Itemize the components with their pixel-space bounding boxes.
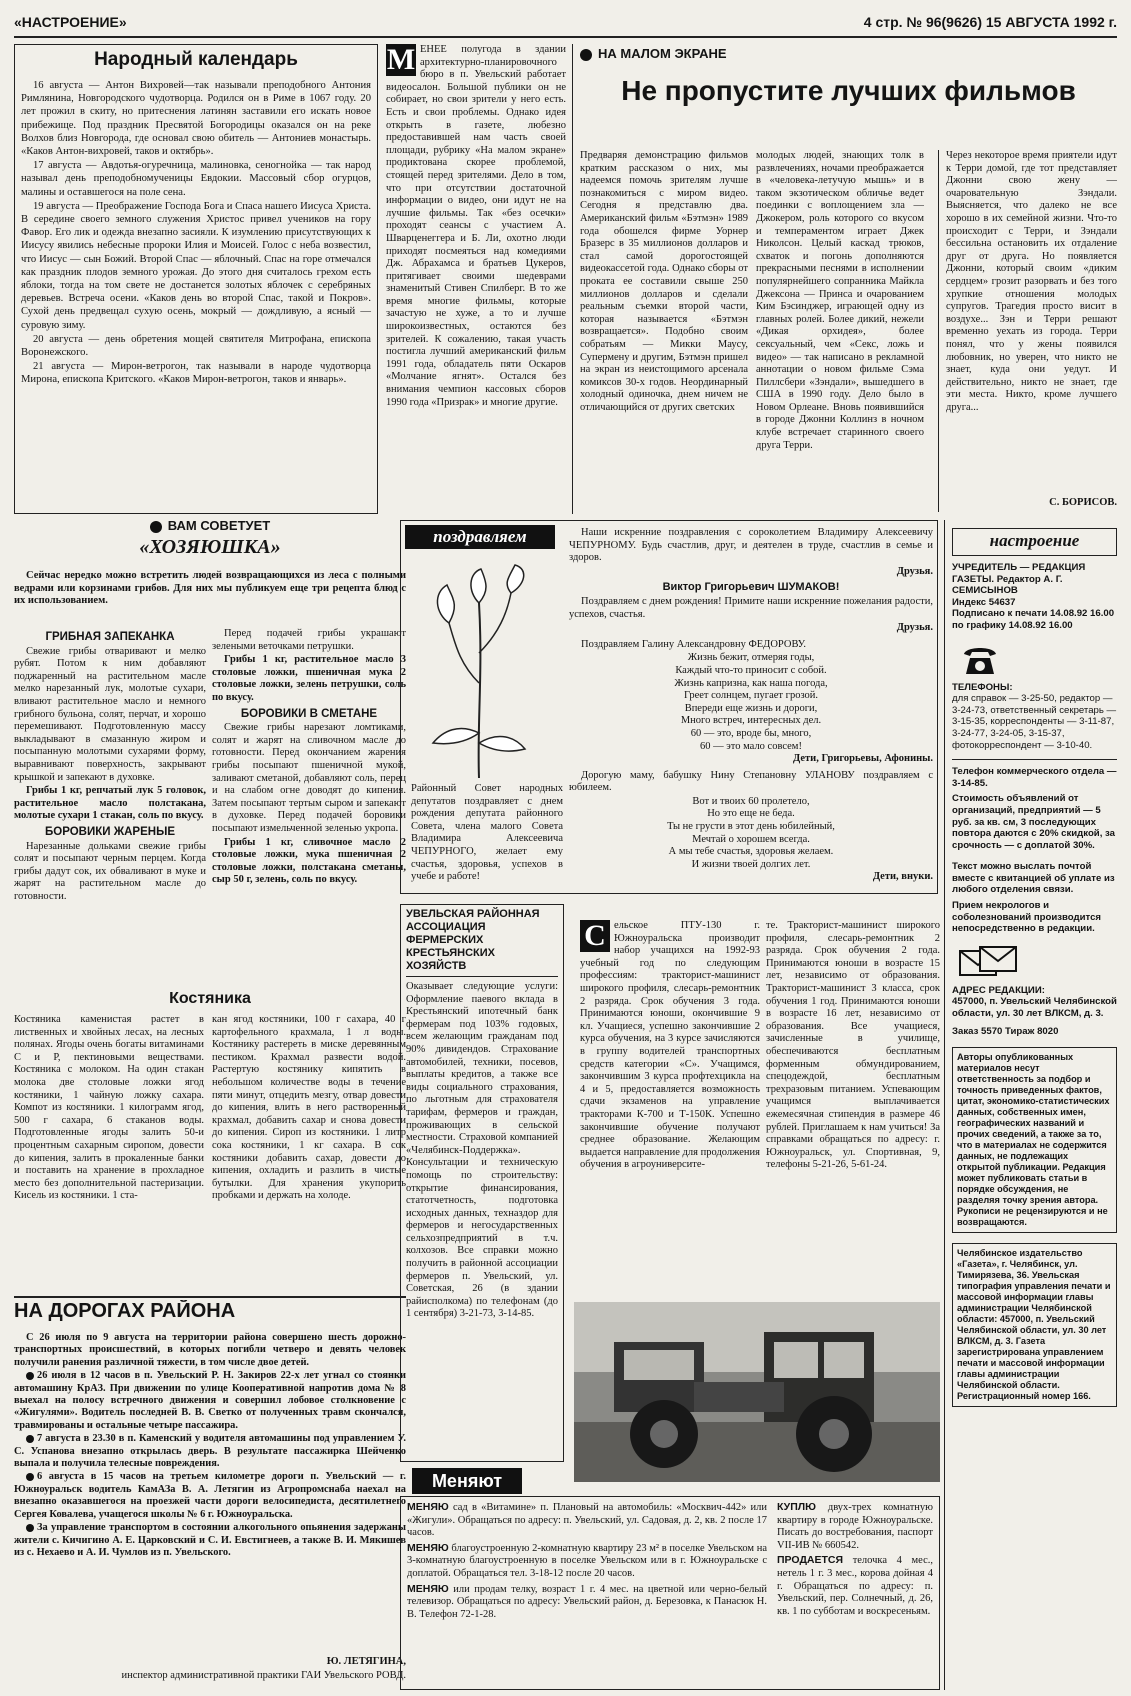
- imprint-schedule: по графику 14.08.92 16.00: [952, 619, 1073, 631]
- send-info: Текст можно выслать почтой вместе с квитанцией об уплате из любого отделения связи.: [952, 861, 1115, 896]
- classified-ad: ПРОДАЕТСЯ телочка 4 мес., нетель 1 г. 3 мес., корова дойная 4 г. Обращаться по адресу: п. Увельский, пер. Солнечный, д. 26, кв. 1 по субботам и воскресеньям.: [777, 1554, 933, 1617]
- classified-ad: МЕНЯЮ сад в «Витамине» п. Плановый на автомобиль: «Москвич-442» или «Жигули». Обращаться по адресу: п. Увельский, ул. Садовая, д. 2, кв. 2 после 17 часов.: [407, 1501, 767, 1539]
- recipe-text: Свежие грибы отваривают и мелко рубят. Потом к ним добавляют поджаренный на растительном масле мелко нарезанный лук, молотые сухари, вливают растительное масло и немного грибного бульона, солят, перчат, и хорошо перемешивают. Подготовленную массу выкладывают в смазанную жиром и посыпанную молотыми сухарями форму, выравнивают поверхность, закрывают крышкой и запекают в духовке.: [14, 645, 206, 783]
- print-order: Заказ 5570 Тираж 8020: [952, 1025, 1059, 1037]
- recipe-text: Перед подачей грибы украшают зелеными веточками петрушки.: [212, 628, 406, 652]
- congrats-council: Районный Совет народных депутатов поздравляет с днем рождения депутата районного Совета, члена малого Совета Владимира Алексеевича ЧЕПУРНОГО, желает ему счастья, здоровья, успехов в учебе и работе!: [411, 783, 563, 883]
- exchange-section: [400, 1496, 940, 1690]
- advice-title: «ХОЗЯЮШКА»: [139, 536, 281, 558]
- phones-list: для справок — 3-25-50, редактор — 3-24-73, ответственный секретарь — 3-15-35, корреспонденты — 3-11-87, 3-24-77, 3-24-05, 3-15-37, фотокорреспондент — 3-10-40.: [952, 693, 1117, 751]
- calendar-title: Народный календарь: [94, 49, 298, 70]
- advice-col-1: [14, 628, 206, 984]
- congrats-text: Наши искренние поздравления с сороколетием Владимиру Алексеевичу ЧЕПУРНОМУ. Будь счастлив, друг, и деятелен в труде, счастлив в семье и здоров. Друзья. Виктор Григорьевич ШУМАКОВ! Поздравляем с днем рождения! Примите наши искренние пожелания радости, успехов, счастья. Друзья. Поздравляем Галину Александровну ФЕДОРОВУ. Жизнь бежит, отмеряя годы, Каждый что-то приносит с собой. Жизнь капризна, как наша погода, Греет солнцем, пугает грозой. Впереди еще жизнь и дороги, Много встреч, интересных дел. 60 — это, вроде бы, много, 60 — это мало совсем! Дети, Григорьевы, Афонины. Дорогую маму, бабушку Нину Степановну УЛАНОВУ поздравляем с юбилеем. Вот и твоих 60 пролетело, Но это еще не беда. Ты не грусти в этот день юбилейный, Мечтай о хорошем всегда. А мы тебе счастья, здоровья желаем. И жизни твоей долгих лет. Дети, внуки.: [569, 527, 933, 883]
- congrats-section: [400, 520, 938, 894]
- bullet-icon: [26, 1524, 34, 1532]
- recipe-text: Нарезанные дольками свежие грибы солят и посыпают черным перцем. Когда грибы дадут сок, их обваливают в муке и жарят на растительном масле до готовности.: [14, 840, 206, 902]
- advice-lead: Сейчас нередко можно встретить людей возвращающихся из леса с полными ведрами или корзинами грибов. Для них мы публикуем еще три рецепта блюд с их использованием.: [14, 570, 406, 607]
- telephone-icon: [960, 642, 1000, 676]
- calendar-para: 21 августа — Мирон-ветрогон, так называли в народе чудотворца Мирона, епископа Критского. «Каков Мирон-ветрогон, таков и январь».: [21, 361, 371, 386]
- recipe-ingredients: Грибы 1 кг, растительное масло 3 столовые ложки, пшеничная мука 2 столовые ложки, зелень петрушки, соль по вкусу.: [212, 654, 406, 703]
- exchange-ads: [407, 1501, 767, 1687]
- recipe-ingredients: Грибы 1 кг, репчатый лук 5 головок, растительное масло полстакана, молотые сухари 1 стакан, соль по вкусу.: [14, 785, 206, 822]
- films-title: Не пропустите лучших фильмов: [621, 75, 1076, 106]
- printer-info: Челябинское издательство «Газета», г. Челябинск, ул. Тимирязева, 36. Увельская типография управления печати и массовой информации главы администрации Челябинской области: 457000, п. Увельский Челябинской области, ул. 30 лет ВЛКСМ, д. 3. Газета зарегистрирована управлением печати и массовой информации главы администрации Челябинской области. Регистрационный номер 166.: [952, 1243, 1117, 1407]
- envelope-icon: [958, 945, 1018, 979]
- authors-disclaimer: Авторы опубликованных материалов несут ответственность за подбор и точность приведенных фактов, цитат, экономико-статистических данных, собственных имен, географических названий и прочих сведений, а также за то, что в материалах не содержится данных, не подлежащих открытой публикации. Редакция может публиковать статьи в порядке обсуждения, не разделяя точку зрения автора. Рукописи не рецензируются и не возвращаются.: [952, 1047, 1117, 1233]
- calendar-text: [21, 79, 371, 387]
- imprint-column: [952, 528, 1117, 1688]
- films-col-1: Предваряя демонстрацию фильмов кратким рассказом о них, мы надеемся помочь зрителям лучше познакомиться с миром видео. Сегодня я представлю два. Американский фильм «Бэтмэн» 1989 года обошелся фирме Уорнер Бразерс в 35 миллионов долларов и стал самой дорогостоящей видеокассетой года. Однако сборы от проката ее составили свыше 250 миллионов долларов и сделали реальным съемки второй части, которая называется «Бэтмэн возвращается». Подобно своим собратьям — Микки Маусу, Супермену и другим, Бэтмэн пришел на экран из неистощимого арсенала комиксов 30-х годов. Неординарный холодный одиночка, днем ничем не отличающийся от других светских: [580, 150, 748, 413]
- ptu-col-1: С ельское ПТУ-130 г. Южноуральска производит набор учащихся на 1992-93 учебный год по следующим профессиям: тракторист-машинист широкого профиля, слесарь-ремонтник 2 разряда. Срок обучения 3 года. Принимаются юноши, окончившие 9 кл. Учащиеся, успешно закончившие 2 курса обучения, на 3 курсе зачисляются в группу водителей транспортных средств категории «С». Учащимся, закончившим 3 курса профтехцикла на 4 и 5, предоставляется возможность сдачи экзаменов на управление тракторами К-700 и Т-150К. Успешно закончившие обучение получают среднее образование. Желающим выдается направление для продолжения обучения в агроуниверсите-: [580, 920, 760, 1171]
- roads-text: [14, 1332, 406, 1662]
- congrats-poem: Вот и твоих 60 пролетело, Но это еще не беда. Ты не грусти в этот день юбилейный, Мечтай о хорошем всегда. А мы тебе счастья, здоровья желаем. И жизни твоей долгих лет.: [667, 795, 835, 870]
- flower-illustration: [419, 563, 539, 783]
- address-title: АДРЕС РЕДАКЦИИ:: [952, 984, 1045, 996]
- page-header: [14, 10, 1117, 38]
- classified-ad: МЕНЯЮ благоустроенную 2-комнатную квартиру 23 м² в поселке Увельском на 3-комнатную благоустроенную в поселке Увельском или в г. Южноуральске с доплатой. Обращаться тел. 3-18-12 после 20 часов.: [407, 1541, 767, 1579]
- bullet-icon: [26, 1473, 34, 1481]
- commerce-phone: Телефон коммерческого отдела — 3-14-85.: [952, 759, 1117, 789]
- association-text: Оказывает следующие услуги: Оформление паевого вклада в Крестьянский ипотечный банк фермерам под 103% годовых, всем желающим гражданам под 90% дивидендов. Страхование автомобилей, техники, посевов, выплаты кредитов, а также все виды социального страхования, по льготным для страхователя тарифам, фермеров и граждан, проживающих в сельской местности. Страховой компанией «Челябинск-Поддержка». Консультации и техническую помощь по строительству: открытие финансирования, статотчетность, подготовка исходных данных, техназдор для фермеров и негосударственных сельхозпредприятий в т.ч. колхозов. Все справки можно получить в районной ассоциации фермеров п. Увельский, ул. Советская, 26 (в здании райисполкома) по телефонам (до 1 сентября) 3-21-73, 3-14-85.: [406, 981, 558, 1320]
- imprint-logo: настроение: [952, 528, 1117, 556]
- roads-item: 26 июля в 12 часов в п. Увельский Р. Н. Закиров 22-х лет угнал со стоянки автомашину КрАЗ. При движении по улице Кооперативной напротив дома № 8 выехал на полосу встречного движения и совершил лобовое столкновение с «Жигулями». Водитель последней В. В. Светко от полученных травм скончался, травмированы и остальные четыре пассажира.: [14, 1370, 406, 1431]
- recipe-title: БОРОВИКИ В СМЕТАНЕ: [240, 707, 378, 720]
- films-col-2: молодых людей, знающих толк в развлечениях, ночами преображается в «человека-летучую мышь» и в таком экзотическом обличье ведет поединки с воплощением зла — Джокером, роль которого со вкусом и темпераментом играет Джек Николсон. Целый каскад трюков, схваток и погонь дополняются прекрасными песнями в исполнении популярнейшего сопранника Майкла Джексона — Принса и очарованием Ким Бэсинджер, играющей одну из главных ролей. Более дикий, нежели «Дикая орхидея», более сексуальный, чем «Секс, ложь и видео» — так написано в рекламной аннотации о новом фильме Сэма Пиллсбери «Зэндали», вышедшего в США в 1990 году. Дело было в Новом Орлеане. Вновь появившийся в городе Джонни Коллинз в ночном клубе встречает старинного своего друга Терри.: [756, 150, 924, 451]
- bullet-icon: [580, 49, 592, 61]
- recipe-title: БОРОВИКИ ЖАРЕНЫЕ: [45, 825, 175, 838]
- association-section: [400, 904, 564, 1462]
- roads-author: Ю. ЛЕТЯГИНА,: [326, 1656, 406, 1667]
- video-intro: [386, 44, 566, 514]
- recipe-text: Свежие грибы нарезают ломтиками, солят и жарят на сливочном масле до готовности. Перед окончанием жарения грибы посыпают пшеничной мукой, заливают сметаной, добавляют соль, перец и на слабом огне доводят до кипения. Затем посыпают тертым сыром и запекают в духовке. Перед подачей боровики посыпают измельченной зеленью укропа.: [212, 722, 406, 834]
- intro-text: ЕНЕЕ полугода в здании архитектурно-планировочного бюро в п. Увельский работает видеосалон. Большой публики он не собирает, но свои зрители у него есть. Есть и свои проблемы. Однако идея открыть в газете, любезно предоставившей нам часть своей площади, рубрику «На малом экране» продиктована скорее проблемой, стоящей перед зрителями. Дело в том, что при отсутствии достаточной информации о видео, они идут не на лучшие фильмы. Так «без осечки» проходят сеансы с участием А. Шварценеггера и Б. Ли, охотно люди приходят посмеяться над комедиями Дж. Абрахамса и братьев Цукеров, притягивает своими шедеврами знаменитый Стивен Спилберг. В то же время многие фильмы, которые зачастую не хуже, а то и лучше широкоизвестных, остаются без зрителей. К сожалению, такая участь постигла лучший американский фильм 1991 года, обладатель пяти Оскаров «Молчание ягнят». Остался без внимания чемпион кассовых сборов 1990 года «Призрак» и многие другие.: [386, 44, 566, 408]
- calendar-para: 16 августа — Антон Вихровей—так называли преподобного Антония Римлянина, Новгородского чудотворца. Родился он в Риме в 1067 году. 20 лет прожил в скиту, но притеснения латинян заставили его искать новое прибежище. Под праздник Пресвятой Богородицы оказался он на реке Волхов близ Новгорода, где основал свою обитель — Антониев монастырь. «Каков Антон-вихровей, таков и октябрь».: [21, 80, 371, 158]
- films-rubric: НА МАЛОМ ЭКРАНЕ: [598, 46, 727, 61]
- bullet-icon: [26, 1435, 34, 1443]
- address-text: 457000, п. Увельский Челябинской области, ул. 30 лет ВЛКСМ, д. 3.: [952, 996, 1117, 1020]
- classified-ad: МЕНЯЮ или продам телку, возраст 1 г. 4 мес. на цветной или черно-белый телевизор. Обращаться по адресу: Увельский район, д. Березовка, к Панасюк Н. В. Телефон 72-1-28.: [407, 1582, 767, 1620]
- kostyanika-title: Костяника: [169, 990, 251, 1007]
- kostyanika-col-2: кан ягод костяники, 100 г сахара, 40 г картофельного крахмала, 1 л воды. Костянику растереть в миске деревянным пестиком. Крахмал развести водой. Растертую костянику кипятить в небольшом количестве воды в течение пяти минут, отцедить мезгу, отвар довести до кипения, влить в него растворенный крахмал, добавить сахар и снова довести до кипения. Сироп из костяники. 1 литр сока костяники, 1 кг сахара. В сок костяники добавить сахар, довести до кипения, охладить и разлить в чистые бутылки. Для хранения укупорить пробками и держать на холоде.: [212, 1014, 406, 1202]
- ad-price: Стоимость объявлений от организаций, предприятий — 5 руб. за кв. см, 3 последующих повтора даются с 20% скидкой, за срочность — с доплатой 30%.: [952, 793, 1116, 851]
- calendar-para: 19 августа — Преображение Господа Бога и Спаса нашего Иисуса Христа. В середине своего земного служения Христос привел учеников на гору Фавор. Его лик и одежда внезапно засияли. К изумлению присутствующих к Иисусу явились небесные пророки Илия и Моисей. Голос с неба возвестил, что Иисус — сын Божий. Второй Спас — яблочный. Спас на горе отмечался как праздник плодов земного урожая. До этого дня считалось грехом есть яблоки, тогда на том свете не достанется золотых яблочек с серебряных деревьев. Встреча осени. «Каков день во второй Спас, такой и Покров». Сухой день предвещал сухую осень, мокрый — дождливую, а ясный — суровую зиму.: [21, 200, 371, 331]
- bullet-icon: [26, 1372, 34, 1380]
- imprint-founder: УЧРЕДИТЕЛЬ — РЕДАКЦИЯ ГАЗЕТЫ. Редактор А. Г. СЕМИСЫНОВ: [952, 562, 1086, 597]
- bullet-icon: [150, 521, 162, 533]
- ptu-col-2: те. Тракторист-машинист широкого профиля, слесарь-ремонтник 2 разряда. Срок обучения 2 года. Принимаются юноши в возрасте 15 лет, независимо от образования. Тракторист-машинист 3 класса, срок обучения 1 год. Принимаются юноши в возрасте 16 лет, независимо от образования. Все учащиеся, зачисленные в училище, обеспечиваются бесплатным форменным обмундированием, спецодеждой, бесплатным трехразовым питанием. Успевающим учащимся выплачивается ежемесячная стипендия в размере 46 рублей. Приглашаем к нам учиться! За справками обращаться по адресу: г. Южноуральск, ул. Спортивная, 9, телефоны 5-21-26, 5-61-24.: [766, 920, 940, 1171]
- phones-title: ТЕЛЕФОНЫ:: [952, 681, 1013, 693]
- buy-sell-ads: [777, 1501, 933, 1687]
- classified-ad: КУПЛЮ двух-трех комнатную квартиру в городе Южноуральске. Писать до востребования, паспорт VII-ИВ № 660542.: [777, 1501, 933, 1551]
- obituary-info: Прием некрологов и соболезнований производится непосредственно в редакции.: [952, 900, 1102, 935]
- calendar-para: 17 августа — Авдотья-огуречница, малиновка, сеногнойка — так народ называл день преподобномученицы Евдокии. Массовый сбор огурцов, малины и оставшегося на поле сена.: [21, 160, 371, 198]
- calendar-para: 20 августа — день обретения мощей святителя Митрофана, епископа Воронежского.: [21, 333, 371, 359]
- roads-author-position: инспектор административной практики ГАИ Увельского РОВД.: [121, 1670, 406, 1681]
- films-author: С. БОРИСОВ.: [1049, 497, 1117, 508]
- roads-lead: С 26 июля по 9 августа на территории района совершено шесть дорожно-транспортных происшествий, в которых погибли четверо и девять человек получили ранения различной тяжести, в том числе двое детей.: [14, 1332, 406, 1368]
- issue-info: 4 стр. № 96(9626) 15 АВГУСТА 1992 г.: [863, 14, 1117, 30]
- films-col-3: Через некоторое время приятели идут к Терри домой, где тот представляет Джонни свою жену — очаровательную Зэндали. Выясняется, что далеко не все хорошо в их семейной жизни. Что-то происходит с Терри, и Зэндали бессильна остановить их отдаление друг от друга. Но появляется Джонни, который своим «диким сердцем» грозит разорвать и без того хрупкие отношения молодых супругов. Трагедия просто висит в воздухе... Зэн и Терри решают временно уехать из города. Терри понял, что у жены появился любовник, но уверен, что никто не знает, куда они уедут. И действительно, никто не знает, где эти места. Никто, кроме лучшего друга...: [946, 150, 1117, 413]
- calendar-section: [14, 44, 378, 514]
- roads-item: За управление транспортом в состоянии алкогольного опьянения задержаны жители с. Кичигино А. Е. Царковский и С. И. Евстигнеев, а также В. И. Мякишев из с. Нехаево и А. И. Чумлов из п. Увельского.: [14, 1522, 406, 1558]
- recipe-title: ГРИБНАЯ ЗАПЕКАНКА: [45, 631, 175, 643]
- association-title: УВЕЛЬСКАЯ РАЙОННАЯ АССОЦИАЦИЯ ФЕРМЕРСКИХ КРЕСТЬЯНСКИХ ХОЗЯЙСТВ: [406, 908, 558, 977]
- roads-item: 6 августа в 15 часов на третьем километре дороги п. Увельский — г. Южноуральск водитель КамАЗа В. А. Летягин из Агропромснаба наехал на внезапно оказавшегося на проезжей части дороги велосипедиста, десятилетнего Сергея Ковалева, учащегося школы № 6 г. Южноуральска.: [14, 1471, 406, 1520]
- paper-name: «НАСТРОЕНИЕ»: [14, 14, 127, 30]
- tractor-photo: [574, 1302, 940, 1482]
- kostyanika-col-1: Костяника каменистая растет в лиственных и хвойных лесах, на лесных полянах. Ягоды очень богаты витаминами С и Р, пектиновыми веществами. Костяника с молоком. На один стакан молока две столовые ложки ягод костяники, 1 чайную ложку сахара. Компот из костяники. 1 килограмм ягод, 500 г сахара, 6 стаканов воды. Подготовленные ягоды залить 50-и процентным сахарным сиропом, довести до кипения, залить в прокаленные банки и поставить на хранение в прохладное место без дополнительной пастеризации. Кисель из костяники. 1 ста-: [14, 1014, 204, 1202]
- drop-cap: С: [580, 920, 610, 952]
- imprint-signed: Подписано к печати 14.08.92 16.00: [952, 608, 1115, 620]
- advice-col-2: [212, 628, 406, 984]
- drop-cap: М: [386, 44, 416, 76]
- roads-title: НА ДОРОГАХ РАЙОНА: [14, 1300, 236, 1322]
- roads-item: 7 августа в 23.30 в п. Каменский у водителя автомашины под управлением У. С. Успанова внезапно открылась дверь. В результате пассажирка Шейченко выпала и получила телесные повреждения.: [14, 1433, 406, 1470]
- congrats-banner: поздравляем: [405, 525, 555, 549]
- imprint-index: Индекс 54637: [952, 596, 1016, 608]
- exchange-banner: Меняют: [412, 1468, 522, 1494]
- congrats-poem: Жизнь бежит, отмеряя годы, Каждый что-то приносит с собой. Жизнь капризна, как наша погода, Греет солнцем, пугает грозой. Впереди еще жизнь и дороги, Много встреч, интересных дел. 60 — это, вроде бы, много, 60 — это мало совсем!: [674, 652, 828, 752]
- advice-rubric: ВАМ СОВЕТУЕТ: [167, 518, 271, 533]
- films-header: [580, 44, 1117, 154]
- recipe-ingredients: Грибы 1 кг, сливочное масло 2 столовые ложки, мука пшеничная 2 столовые ложки, полстакана сметаны, сыр 50 г, зелень, соль по вкусу.: [212, 836, 406, 886]
